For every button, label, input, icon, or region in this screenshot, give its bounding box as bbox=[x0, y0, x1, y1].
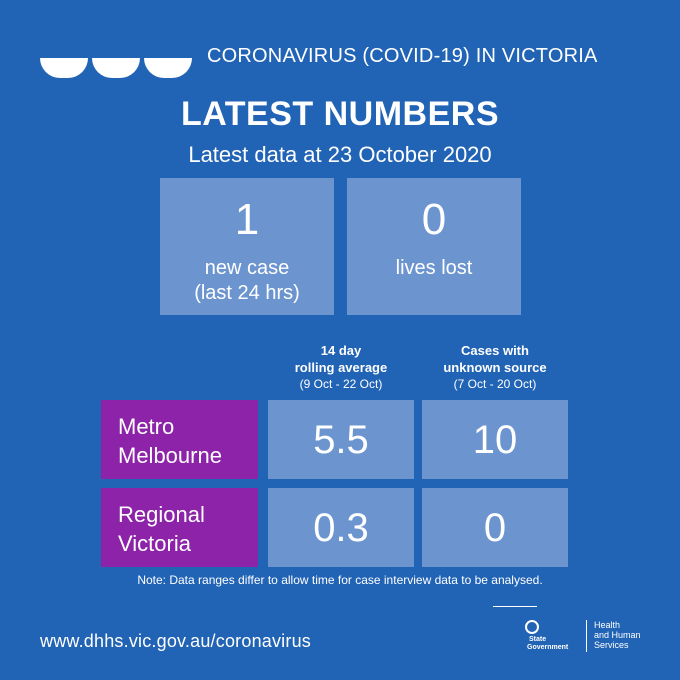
divider bbox=[493, 606, 537, 607]
footnote: Note: Data ranges differ to allow time for case interview data to be analysed. bbox=[137, 573, 543, 587]
column-header-line2: unknown source bbox=[443, 360, 547, 375]
brand-shape bbox=[40, 58, 88, 78]
column-header-range: (7 Oct - 20 Oct) bbox=[453, 377, 537, 391]
row-label-text bbox=[118, 500, 258, 558]
metro-unknown-source-value: 10 bbox=[472, 418, 518, 462]
column-header-range: (9 Oct - 22 Oct) bbox=[299, 377, 383, 391]
lives-lost-label bbox=[347, 256, 521, 281]
column-header-line2: rolling average bbox=[294, 360, 388, 375]
row-label-text bbox=[118, 412, 258, 470]
new-cases-label-line2: (last 24 hrs) bbox=[194, 282, 300, 304]
row-label-regional-victoria bbox=[101, 488, 258, 567]
row-label-line2: Victoria bbox=[118, 531, 191, 556]
lives-lost-box bbox=[347, 178, 521, 315]
new-cases-label bbox=[160, 256, 334, 306]
row-label-metro-melbourne bbox=[101, 400, 258, 479]
lives-lost-value: 0 bbox=[421, 195, 447, 244]
column-header-line1: 14 day bbox=[320, 343, 362, 358]
table-cell bbox=[268, 400, 414, 479]
new-cases-value: 1 bbox=[234, 195, 260, 244]
column-header-rolling-average bbox=[268, 342, 414, 393]
government-crest-icon bbox=[525, 620, 539, 634]
table-cell bbox=[422, 488, 568, 567]
gov-logo-line1: State bbox=[529, 636, 547, 643]
metro-rolling-average-value: 5.5 bbox=[313, 418, 369, 462]
new-cases-label-line1: new case bbox=[204, 257, 290, 279]
brand-shape bbox=[92, 58, 140, 78]
regional-unknown-source-value: 0 bbox=[483, 506, 507, 550]
page-title: LATEST NUMBERS bbox=[180, 95, 500, 133]
data-date: Latest data at 23 October 2020 bbox=[188, 142, 492, 167]
department-name bbox=[594, 620, 641, 650]
table-cell bbox=[268, 488, 414, 567]
department-line3: Services bbox=[594, 640, 629, 650]
lives-lost-label-line1: lives lost bbox=[395, 257, 473, 279]
row-label-line1: Regional bbox=[118, 502, 205, 527]
top-title: CORONAVIRUS (COVID-19) IN VICTORIA bbox=[207, 45, 598, 67]
column-header-line1: Cases with bbox=[461, 343, 529, 358]
regional-rolling-average-value: 0.3 bbox=[313, 506, 369, 550]
brand-shape bbox=[144, 58, 192, 78]
department-line2: and Human bbox=[594, 630, 641, 640]
new-cases-box bbox=[160, 178, 334, 315]
table-cell bbox=[422, 400, 568, 479]
website-link[interactable]: www.dhhs.vic.gov.au/coronavirus bbox=[40, 631, 311, 651]
row-label-line1: Metro bbox=[118, 414, 175, 439]
gov-logo-line2: Government bbox=[527, 644, 569, 651]
row-label-line2: Melbourne bbox=[118, 443, 222, 468]
state-government-logo bbox=[515, 620, 575, 654]
department-line1: Health bbox=[594, 620, 621, 630]
brand-logo bbox=[40, 58, 190, 80]
column-header-unknown-source bbox=[422, 342, 568, 393]
divider bbox=[586, 620, 587, 652]
